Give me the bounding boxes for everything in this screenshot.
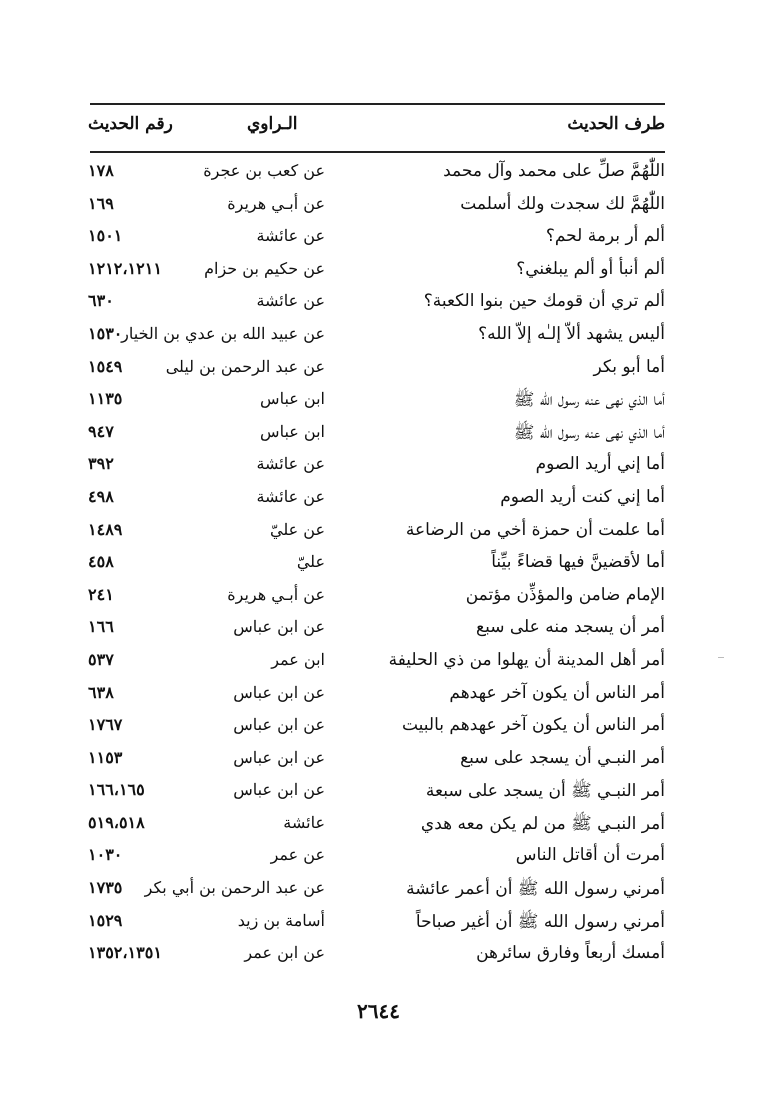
hadith-start-cell: أمر أهل المدينة أن يهلوا من ذي الحليفة [388, 649, 665, 670]
table-row [0, 483, 757, 516]
header-rule [90, 151, 665, 153]
narrator-cell: عن عائشة [256, 226, 325, 246]
hadith-start-cell: اللّٰهُمَّ صلِّ على محمد وآل محمد [443, 161, 665, 181]
narrator-cell: عن ابن عباس [233, 682, 325, 702]
hadith-number-cell: ١٢١٢،١٢١١ [88, 258, 162, 278]
hadith-number-cell: ١٣٥٢،١٣٥١ [88, 943, 162, 963]
table-row [0, 646, 757, 679]
hadith-start-cell: أمرني رسول الله ﷺ أن أعمر عائشة [406, 879, 665, 900]
table-row [0, 320, 757, 353]
hadith-number-cell: ١٧٨ [88, 161, 114, 180]
hadith-number-cell: ٦٣٠ [88, 291, 114, 311]
narrator-cell: عن كعب بن عجرة [203, 161, 325, 180]
column-header-narrator: الـراوي [247, 114, 298, 134]
column-header-hadith-start: طرف الحديث [567, 114, 665, 134]
hadith-number-cell: ٣٩٢ [88, 454, 114, 474]
hadith-number-cell: ١١٣٥ [88, 389, 123, 409]
hadith-start-cell: أمر أن يسجد منه على سبع [476, 617, 665, 638]
table-row [0, 679, 757, 712]
table-row [0, 190, 757, 223]
hadith-number-cell: ١٦٦ [88, 617, 114, 637]
hadith-number-cell: ٥٣٧ [88, 649, 114, 669]
hadith-start-cell: أليس يشهد ألاّ إلـٰه إلاّ الله؟ [478, 323, 665, 344]
hadith-start-cell: أمسك أربعاً وفارق سائرهن [476, 943, 665, 964]
hadith-start-cell: أما علمت أن حمزة أخي من الرضاعة [405, 519, 665, 540]
narrator-cell: عن عليّ [270, 519, 325, 539]
narrator-cell: ابن عباس [260, 389, 325, 409]
table-row [0, 418, 757, 451]
table-row [0, 255, 757, 288]
hadith-start-cell: أما إني كنت أريد الصوم [500, 486, 665, 507]
hadith-number-cell: ١٥٠١ [88, 226, 123, 246]
table-row [0, 581, 757, 614]
table-row [0, 809, 757, 842]
hadith-number-cell: ١٥٢٩ [88, 910, 123, 930]
narrator-cell: ابن عمر [271, 649, 325, 669]
table-row [0, 907, 757, 940]
hadith-start-cell: أمرني رسول الله ﷺ أن أغير صباحاً [415, 911, 665, 932]
table-row [0, 744, 757, 777]
hadith-number-cell: ١٥٤٩ [88, 356, 123, 376]
narrator-cell: عليّ [296, 552, 325, 572]
hadith-number-cell: ٤٩٨ [88, 486, 114, 506]
narrator-cell: عائشة [283, 812, 325, 832]
narrator-cell: عن أبـي هريرة [227, 193, 325, 213]
table-row [0, 385, 757, 418]
table-row [0, 841, 757, 874]
narrator-cell: عن عائشة [256, 291, 325, 311]
narrator-cell: عن ابن عمر [244, 943, 325, 963]
narrator-cell: عن ابن عباس [233, 715, 325, 735]
hadith-number-cell: ٩٤٧ [88, 421, 114, 441]
hadith-start-cell: أمر الناس أن يكون آخر عهدهم [449, 682, 665, 703]
hadith-start-cell: اللّٰهُمَّ لك سجدت ولك أسلمت [460, 193, 665, 214]
narrator-cell: عن ابن عباس [233, 780, 325, 800]
narrator-cell: عن عبد الرحمن بن أبي بكر [144, 878, 325, 898]
narrator-cell: عن عائشة [256, 486, 325, 506]
hadith-number-cell: ١٥٣٠ [88, 323, 123, 343]
hadith-start-cell: ألم أنبأ أو ألم يبلغني؟ [516, 258, 665, 279]
table-row [0, 516, 757, 549]
hadith-start-cell: أمر النبـي ﷺ أن يسجد على سبعة [425, 781, 665, 802]
narrator-cell: عن أبـي هريرة [227, 584, 325, 604]
narrator-cell: ابن عباس [260, 421, 325, 441]
hadith-number-cell: ٥١٩،٥١٨ [88, 812, 145, 832]
narrator-cell: عن عبيد الله بن عدي بن الخيار [121, 323, 325, 343]
narrator-cell: عن عمر [270, 845, 325, 865]
hadith-number-cell: ٦٣٨ [88, 682, 114, 702]
table-row [0, 353, 757, 386]
hadith-start-cell: ألم أر برمة لحم؟ [545, 226, 665, 247]
narrator-cell: أسامة بن زيد [237, 910, 325, 930]
narrator-cell: عن عبد الرحمن بن ليلى [165, 356, 325, 376]
hadith-start-cell: أمر النبـي أن يسجد على سبع [460, 747, 665, 768]
hadith-start-cell: ألم تري أن قومك حين بنوا الكعبة؟ [423, 291, 665, 312]
hadith-start-cell: أما لأقضينَّ فيها قضاءً بيِّناً [491, 552, 665, 573]
page-number: ٢٦٤٤ [357, 999, 400, 1023]
narrator-cell: عن حكيم بن حزام [204, 258, 325, 278]
narrator-cell: عن ابن عباس [233, 617, 325, 637]
hadith-start-cell: أمرت أن أقاتل الناس [515, 845, 665, 866]
table-row [0, 287, 757, 320]
hadith-start-cell: أما الذي نهى عنه رسول الله ﷺ [513, 422, 665, 443]
hadith-number-cell: ١٠٣٠ [88, 845, 123, 865]
table-row [0, 613, 757, 646]
table-row [0, 157, 757, 190]
index-table [0, 157, 757, 972]
hadith-start-cell: أما أبو بكر [593, 356, 665, 377]
hadith-start-cell: أمر النبـي ﷺ من لم يكن معه هدي [420, 813, 665, 834]
hadith-number-cell: ١٦٦،١٦٥ [88, 780, 145, 800]
hadith-start-cell: أما الذي نهى عنه رسول الله ﷺ [513, 390, 665, 411]
hadith-start-cell: أمر الناس أن يكون آخر عهدهم بالبيت [401, 715, 665, 736]
narrator-cell: عن عائشة [256, 454, 325, 474]
column-header-hadith-number: رقم الحديث [88, 114, 173, 134]
hadith-number-cell: ١١٥٣ [88, 747, 123, 767]
table-row [0, 776, 757, 809]
hadith-number-cell: ١٦٩ [88, 193, 114, 213]
hadith-number-cell: ١٤٨٩ [88, 519, 123, 539]
hadith-number-cell: ٢٤١ [88, 584, 114, 604]
top-rule [90, 103, 665, 105]
narrator-cell: عن ابن عباس [233, 747, 325, 767]
margin-mark [718, 657, 724, 658]
table-row [0, 222, 757, 255]
table-row [0, 711, 757, 744]
hadith-number-cell: ١٧٦٧ [88, 715, 123, 735]
table-row [0, 874, 757, 907]
table-row [0, 939, 757, 972]
table-row [0, 548, 757, 581]
hadith-start-cell: الإمام ضامن والمؤذِّن مؤتمن [465, 584, 665, 605]
hadith-start-cell: أما إني أريد الصوم [535, 454, 665, 475]
hadith-number-cell: ٤٥٨ [88, 552, 114, 572]
table-row [0, 450, 757, 483]
hadith-number-cell: ١٧٣٥ [88, 878, 123, 898]
